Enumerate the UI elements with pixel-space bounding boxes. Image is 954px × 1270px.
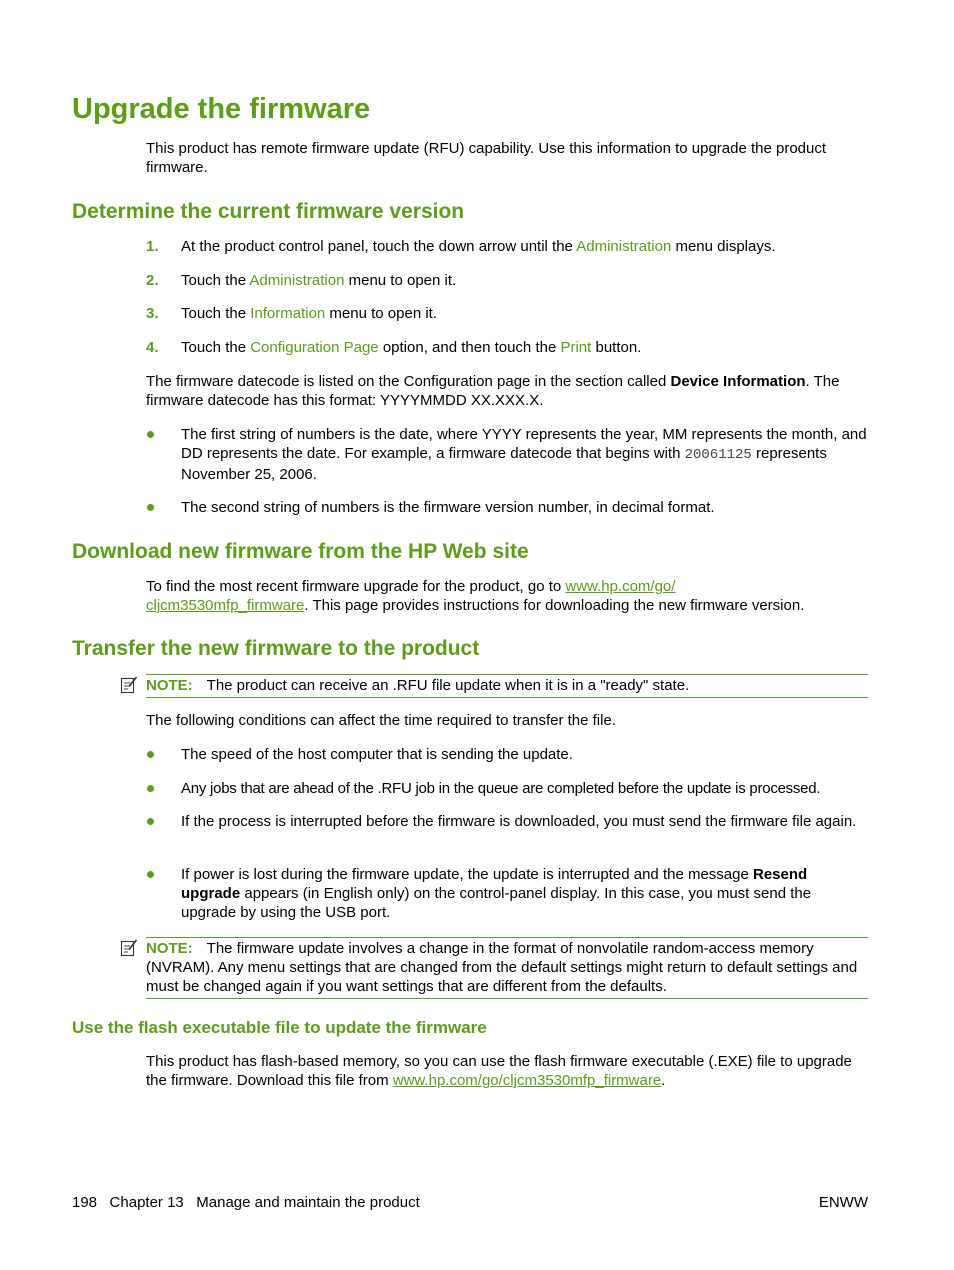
- step-text: Touch the Configuration Page option, and then touch the Print button.: [181, 339, 642, 356]
- bullet-text: If power is lost during the firmware update, the update is interrupted and the message Resend upgrade appears (in English only) on the control-panel display. In this case, you must send the upgrade by using the USB port.: [181, 866, 812, 921]
- note-label: NOTE:: [146, 677, 193, 694]
- chapter-title: Manage and maintain the product: [196, 1194, 420, 1211]
- menu-term-administration: Administration: [576, 238, 672, 255]
- datecode-example: 20061125: [684, 447, 752, 463]
- note-icon: [120, 939, 138, 957]
- page-title: Upgrade the firmware: [72, 93, 371, 125]
- step-number: 3.: [146, 305, 159, 322]
- section-heading-download: Download new firmware from the HP Web site: [72, 540, 529, 563]
- section-heading-transfer: Transfer the new firmware to the product: [72, 637, 480, 660]
- bullet-text: If the process is interrupted before the firmware is downloaded, you must send the firmware file again.: [181, 813, 857, 830]
- bullet-text: The second string of numbers is the firmware version number, in decimal format.: [181, 499, 715, 516]
- resend-upgrade-message: Resend upgrade: [181, 866, 808, 902]
- step-number: 2.: [146, 272, 159, 289]
- conditions-paragraph: The following conditions can affect the time required to transfer the file.: [146, 712, 616, 729]
- bullet-icon: [147, 818, 154, 825]
- bullet-text: The speed of the host computer that is sending the update.: [181, 746, 573, 763]
- step-number: 1.: [146, 238, 159, 255]
- bullet-icon: [147, 785, 154, 792]
- intro-paragraph: This product has remote firmware update (RFU) capability. Use this information to upgrade the product firmware.: [146, 140, 827, 176]
- section-heading-determine-version: Determine the current firmware version: [72, 200, 465, 223]
- note-rfu: [146, 674, 868, 698]
- menu-term-configuration-page: Configuration Page: [250, 339, 379, 356]
- flash-paragraph: This product has flash-based memory, so you can use the flash firmware executable (.EXE) file to upgrade the firmware. Download this file from www.hp.com/go/cljcm3530mfp_firmware.: [146, 1053, 852, 1089]
- step-text: Touch the Information menu to open it.: [181, 305, 438, 322]
- bullet-icon: [147, 504, 154, 511]
- bullet-icon: [147, 871, 154, 878]
- note-label: NOTE:: [146, 940, 193, 957]
- step-number: 4.: [146, 339, 159, 356]
- bullet-icon: [147, 431, 154, 438]
- download-paragraph: To find the most recent firmware upgrade for the product, go to www.hp.com/go/ cljcm3530mfp_firmware. This page provides instructions for downloading the new firmware version.: [146, 578, 805, 614]
- menu-term-administration: Administration: [249, 272, 345, 289]
- page-number: 198: [72, 1194, 98, 1211]
- chapter-label: Chapter 13: [109, 1194, 184, 1211]
- device-information-label: Device Information: [670, 373, 806, 390]
- note-text: The firmware update involves a change in the format of nonvolatile random-access memory (NVRAM). Any menu settings that are changed from the default settings might return to default settings and must be changed again if you want settings that are different from the defaults.: [146, 940, 858, 995]
- datecode-paragraph: The firmware datecode is listed on the Configuration page in the section called Device Information. The firmware datecode has this format: YYYYMMDD XX.XXX.X.: [146, 373, 840, 409]
- section-heading-flash-executable: Use the flash executable file to update the firmware: [72, 1018, 487, 1037]
- note-nvram: [146, 937, 868, 999]
- hp-firmware-link[interactable]: www.hp.com/go/ cljcm3530mfp_firmware: [146, 578, 676, 614]
- button-term-print: Print: [560, 339, 592, 356]
- bullet-text: The first string of numbers is the date, where YYYY represents the year, MM represents the month, and DD represents the date. For example, a firmware datecode that begins with 20061125 represents November 25, 2006.: [181, 426, 867, 483]
- menu-term-information: Information: [250, 305, 326, 322]
- note-text: The product can receive an .RFU file update when it is in a "ready" state.: [206, 677, 690, 694]
- bullet-icon: [147, 751, 154, 758]
- step-text: At the product control panel, touch the down arrow until the Administration menu displays.: [181, 238, 776, 255]
- footer-left: [72, 1193, 420, 1212]
- note-icon: [120, 676, 138, 694]
- hp-firmware-download-link[interactable]: www.hp.com/go/cljcm3530mfp_firmware: [392, 1072, 662, 1089]
- bullet-text: Any jobs that are ahead of the .RFU job in the queue are completed before the update is processed.: [181, 780, 821, 797]
- step-text: Touch the Administration menu to open it.: [181, 272, 457, 289]
- footer-right: ENWW: [818, 1194, 868, 1211]
